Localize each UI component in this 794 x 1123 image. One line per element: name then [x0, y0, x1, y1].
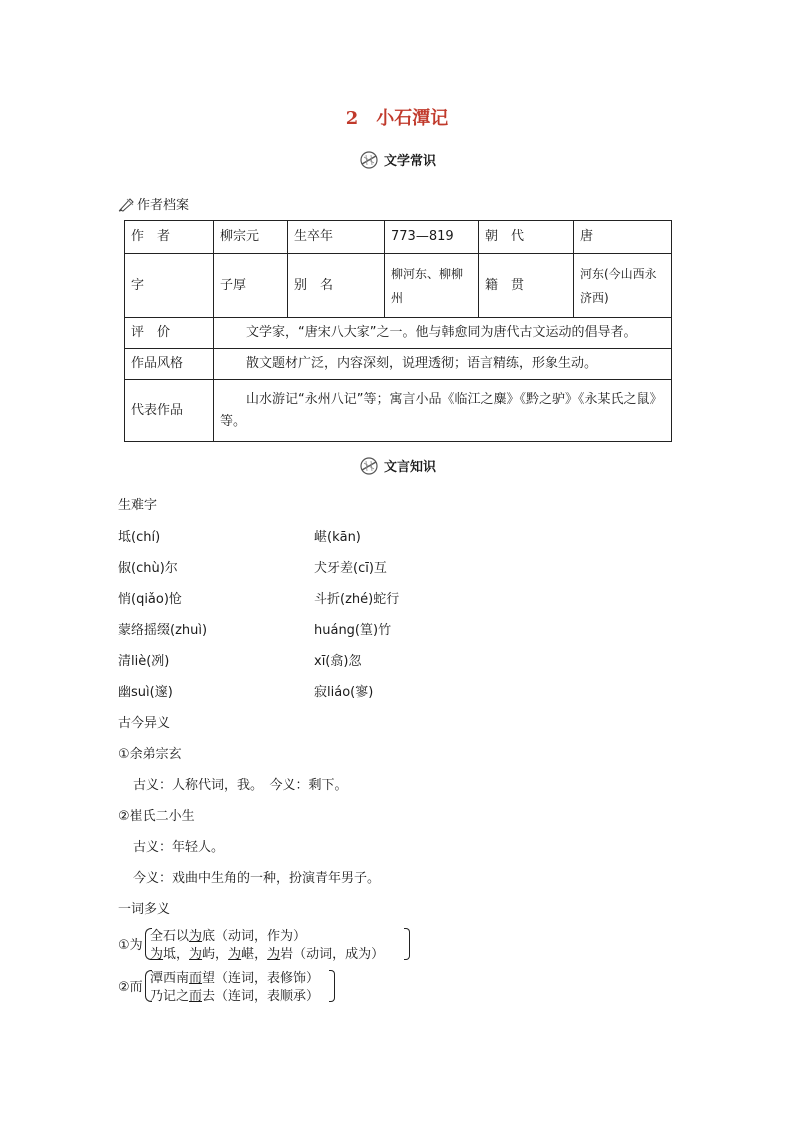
rare-word: 悄(qiǎo)怆: [118, 592, 182, 607]
rare-word: 俶(chù)尔: [118, 561, 178, 576]
quill-badge-icon: [358, 151, 380, 169]
table-row: [125, 254, 672, 318]
polysemy-example: 全石以为底（动词，作为）: [150, 929, 307, 944]
author-profile-heading: [118, 194, 189, 213]
table-row: [125, 380, 672, 442]
table-cell: 生卒年: [288, 221, 385, 254]
table-cell: 代表作品: [125, 380, 214, 442]
ancient-modern-item: ①余弟宗玄: [118, 747, 182, 762]
section-heading-label: 文言知识: [383, 460, 436, 475]
author-profile-table: [124, 220, 672, 442]
rare-word: xī(翕)忽: [314, 654, 362, 669]
table-cell: 朝 代: [479, 221, 574, 254]
table-cell: 山水游记“永州八记”等；寓言小品《临江之麋》《黔之驴》《永某氏之鼠》等。: [214, 380, 672, 442]
polysemy-example: 为坻，为屿，为嵁，为岩（动词，成为）: [150, 947, 385, 962]
table-cell: 唐: [574, 221, 672, 254]
table-row: [125, 318, 672, 349]
table-cell: 柳宗元: [214, 221, 288, 254]
table-cell: 散文题材广泛，内容深刻，说理透彻；语言精练，形象生动。: [214, 349, 672, 380]
rare-word: 嵁(kān): [314, 530, 361, 545]
right-brace: [404, 928, 410, 960]
section-heading-literature: [0, 150, 794, 169]
table-cell: 别 名: [288, 254, 385, 318]
table-cell: 773—819: [385, 221, 479, 254]
table-cell: 字: [125, 254, 214, 318]
table-cell: 文学家，“唐宋八大家”之一。他与韩愈同为唐代古文运动的倡导者。: [214, 318, 672, 349]
table-cell: 籍 贯: [479, 254, 574, 318]
rare-word: huáng(篁)竹: [314, 623, 392, 638]
table-row: [125, 221, 672, 254]
table-cell: 柳河东、柳柳州: [385, 254, 479, 318]
rare-word: 犬牙差(cī)互: [314, 561, 387, 576]
polysemy-word: ①为: [118, 938, 143, 953]
ancient-modern-definition: 今义：戏曲中生角的一种，扮演青年男子。: [133, 871, 381, 886]
ancient-modern-item: ②崔氏二小生: [118, 809, 195, 824]
rare-word: 蒙络摇缀(zhuì): [118, 623, 208, 638]
page-title: 2 小石潭记: [345, 108, 449, 129]
table-cell: 评 价: [125, 318, 214, 349]
rare-words-heading: 生难字: [118, 498, 158, 513]
ancient-modern-heading: 古今异义: [118, 716, 171, 731]
table-cell: 作品风格: [125, 349, 214, 380]
rare-word: 斗折(zhé)蛇行: [314, 592, 400, 607]
table-cell: 作 者: [125, 221, 214, 254]
pen-icon: [118, 196, 136, 212]
rare-word: 清liè(冽): [118, 654, 170, 669]
table-cell: 河东(今山西永济西): [574, 254, 672, 318]
author-profile-label: 作者档案: [137, 198, 190, 213]
rare-word: 坻(chí): [118, 530, 161, 545]
right-brace: [329, 970, 335, 1002]
rare-word: 幽suì(邃): [118, 685, 173, 700]
table-cell: 子厚: [214, 254, 288, 318]
table-row: [125, 349, 672, 380]
rare-word: 寂liáo(寥): [314, 685, 374, 700]
section-heading-label: 文学常识: [383, 154, 436, 169]
polysemy-example: 潭西南而望（连词，表修饰）: [150, 971, 320, 986]
polysemy-heading: 一词多义: [118, 902, 171, 917]
ancient-modern-definition: 古义：年轻人。: [133, 840, 225, 855]
ancient-modern-definition: 古义：人称代词，我。 今义：剩下。: [133, 778, 348, 793]
quill-badge-icon: [358, 457, 380, 475]
polysemy-example: 乃记之而去（连词，表顺承）: [150, 989, 320, 1004]
section-heading-classical: [0, 456, 794, 475]
polysemy-word: ②而: [118, 980, 143, 995]
